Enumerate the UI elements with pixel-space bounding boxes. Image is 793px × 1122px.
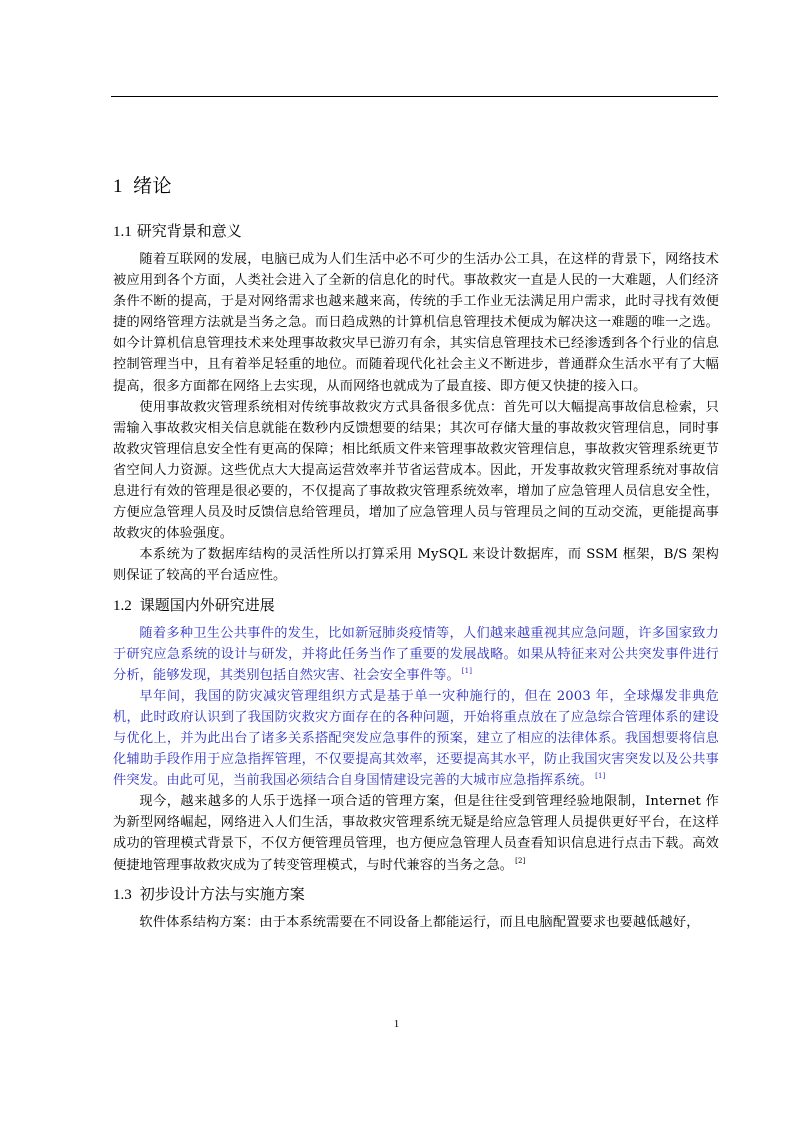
paragraph [113, 912, 719, 933]
section-title-text: 研究背景和意义 [136, 222, 242, 240]
paragraph [113, 791, 719, 875]
paragraph-text: 使用事故救灾管理系统相对传统事故救灾方式具备很多优点：首先可以大幅提高事故信息检索，只需输入事故救灾相关信息就能在数秒内反馈想要的结果；其次可存储大量的事故救灾管理信息，同时事故救灾管理信息安全性有更高的保障；相比纸质文件来管理事故救灾管理信息，事故救灾管理系统更节省空间人力资源。这些优点大大提高运营效率并节省运营成本。因此，开发事故救灾管理系统对事故信息进行有效的管理是很必要的，不仅提高了事故救灾管理系统效率，增加了应急管理人员信息安全性，方便应急管理人员及时反馈信息给管理员，增加了应急管理人员与管理员之间的互动交流，更能提高事故救灾的体验强度。 [113, 399, 719, 542]
section-title-text: 课题国内外研究进展 [139, 595, 275, 614]
section-number: 1.1 [113, 224, 132, 240]
header-rule [111, 96, 718, 97]
page-number: 1 [393, 1018, 400, 1030]
section-heading-1-3 [113, 882, 719, 912]
section-heading-1-2 [113, 593, 719, 623]
citation-marker[interactable]: [2] [515, 856, 526, 865]
highlighted-paragraph [113, 686, 719, 791]
paragraph-text: 随着多种卫生公共事件的发生，比如新冠肺炎疫情等，人们越来越重视其应急问题，许多国家致力于研究应急系统的设计与研发，并将此任务当作了重要的发展战略。如果从特征来对公共突发事件进行分析，能够发现，其类别包括自然灾害、社会安全事件等。 [113, 625, 719, 683]
paragraph-text: 早年间，我国的防灾减灾管理组织方式是基于单一灾种施行的，但在 2003 年，全球爆发非典危机，此时政府认识到了我国防灾救灾方面存在的各种问题，开始将重点放在了应急综合管理体系的建设与优化上，并为此出台了诸多关系搭配突发应急事件的预案，建立了相应的法律体系。我国想要将信息化辅助手段作用于应急指挥管理，不仅要提高其效率，还要提高其水平，防止我国灾害突发以及公共事件突发。由此可见，当前我国必须结合自身国情建设完善的大城市应急指挥系统。 [113, 688, 719, 789]
section-heading-1-1 [113, 219, 719, 249]
paragraph [113, 544, 719, 586]
section-number: 1.2 [113, 597, 132, 614]
citation-marker[interactable]: [1] [461, 666, 473, 675]
paragraph-text: 随着互联网的发展，电脑已成为人们生活中必不可少的生活办公工具，在这样的背景下，网络技术被应用到各个方面，人类社会进入了全新的信息化的时代。事故救灾一直是人民的一大难题，人们经济条件不断的提高，于是对网络需求也越来越来高，传统的手工作业无法满足用户需求，此时寻找有效便捷的网络管理方法就是当务之急。而日趋成熟的计算机信息管理技术便成为解决这一难题的唯一之选。如今计算机信息管理技术来处理事故救灾早已游刃有余，其实信息管理技术已经渗透到各个行业的信息控制管理当中，且有着举足轻重的地位。而随着现代化社会主义不断进步，普通群众生活水平有了大幅提高，很多方面都在网络上去实现，从而网络也就成为了最直接、即方便又快捷的接入口。 [113, 252, 719, 394]
chapter-title [113, 170, 719, 203]
chapter-title-text: 绪论 [133, 175, 173, 197]
paragraph-text: 现今，越来越多的人乐于选择一项合适的管理方案，但是往往受到管理经验地限制，Internet 作为新型网络崛起，网络进入人们生活，事故救灾管理系统无疑是给应急管理人员提供更好平台，在这样成功的管理模式背景下，不仅方便管理员管理，也方便应急管理人员查看知识信息进行点击下载。高效便捷地管理事故救灾成为了转变管理模式，与时代兼容的当务之急。 [113, 794, 719, 873]
page-content [113, 170, 719, 933]
citation-marker[interactable]: [1] [595, 772, 606, 781]
highlighted-paragraph [113, 623, 719, 686]
paragraph-text: 本系统为了数据库结构的灵活性所以打算采用 MySQL 来设计数据库，而 SSM 框架，B/S 架构则保证了较高的平台适应性。 [113, 547, 719, 584]
paragraph-text: 软件体系结构方案：由于本系统需要在不同设备上都能运行，而且电脑配置要求也要越低越好， [139, 914, 700, 930]
chapter-number: 1 [113, 176, 123, 197]
section-title-text: 初步设计方法与实施方案 [139, 884, 305, 903]
paragraph [113, 397, 719, 545]
section-number: 1.3 [113, 886, 132, 903]
paragraph [113, 249, 719, 397]
